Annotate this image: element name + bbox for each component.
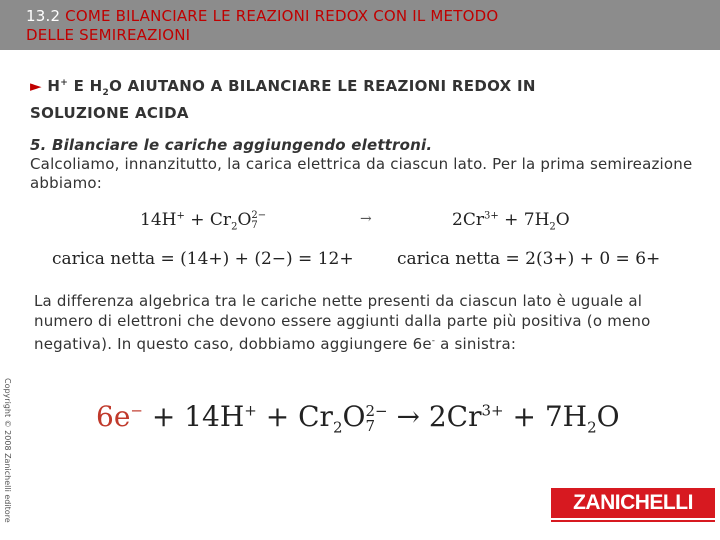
- eq2-h2o-sub: 2: [587, 418, 597, 437]
- eq2-cr3-sup: 3+: [481, 401, 504, 420]
- eq1-left-species: [140, 210, 266, 232]
- eq2-cr: + Cr: [256, 400, 333, 433]
- copyright-text: Copyright © 2008 Zanichelli editore: [3, 378, 12, 523]
- logo-underline: [551, 520, 715, 522]
- balanced-equation: [96, 400, 656, 450]
- eq1-cr3: 2Cr: [452, 210, 484, 230]
- eq1-h2o: + 7H: [498, 210, 550, 230]
- step-block: [30, 136, 700, 193]
- eq2-o-sup: 2−: [365, 401, 388, 420]
- eq2-cr3: 2Cr: [428, 400, 482, 433]
- section-title-line2: DELLE SEMIREAZIONI: [26, 26, 191, 44]
- eq1-h2o-sub: 2: [549, 221, 556, 233]
- slide-subtitle: [30, 73, 690, 123]
- eq1-o-sub: 7: [251, 219, 258, 231]
- subtitle-rest: O AIUTANO A BILANCIARE LE REAZIONI REDOX IN: [109, 77, 536, 95]
- slide-header: [0, 0, 720, 50]
- paragraph-sup: -: [431, 336, 436, 346]
- eq1-left-charge: carica netta = (14+) + (2−) = 12+: [52, 249, 354, 269]
- section-number: 13.2: [26, 7, 61, 25]
- eq1-arrow: →: [360, 211, 372, 227]
- eq1-cr: Cr: [209, 210, 232, 230]
- charge-equation: [48, 205, 688, 275]
- eq1-o: O: [237, 210, 252, 230]
- eq2-electrons-sup: −: [130, 401, 143, 420]
- subtitle-line2: SOLUZIONE ACIDA: [30, 104, 189, 122]
- subtitle-sub2: 2: [102, 88, 110, 98]
- section-title-line1: COME BILANCIARE LE REAZIONI REDOX CON IL METODO: [65, 7, 499, 25]
- eq2-h2o: + 7H: [503, 400, 588, 433]
- eq1-right-charge: carica netta = 2(3+) + 0 = 6+: [397, 249, 661, 269]
- subtitle-h-sup: +: [60, 78, 69, 88]
- eq2-h-sup: +: [244, 401, 257, 420]
- paragraph-text-after: a sinistra:: [435, 335, 517, 353]
- subtitle-e: E H: [68, 77, 103, 95]
- eq1-plus: +: [184, 210, 210, 230]
- eq2-o: O: [342, 400, 366, 433]
- eq2-arrow: →: [387, 400, 429, 433]
- eq1-h-sup: +: [176, 210, 185, 222]
- copyright-notice: [0, 378, 14, 523]
- paragraph-text: La differenza algebrica tra le cariche nette presenti da ciascun lato è uguale al numero di elettroni che devono essere aggiunti dalla parte più positiva (o meno negativa). In questo caso, dobbiamo aggiungere 6e: [34, 292, 651, 353]
- eq1-right-species: [452, 210, 570, 232]
- step-body: Calcoliamo, innanzitutto, la carica elettrica da ciascun lato. Per la prima semireazione abbiamo:: [30, 155, 693, 192]
- eq2-cr-sub: 2: [332, 418, 343, 437]
- eq1-h2o-o: O: [555, 210, 570, 230]
- eq2-h2o-o: O: [596, 400, 620, 433]
- step-title: 5. Bilanciare le cariche aggiungendo elettroni.: [30, 136, 433, 154]
- zanichelli-logo: ZANICHELLI: [551, 488, 715, 518]
- eq1-cr-sub: 2: [231, 221, 238, 233]
- eq2-o-sub: 7: [365, 416, 375, 435]
- eq2-h: + 14H: [142, 400, 245, 433]
- explanation-paragraph: [34, 291, 699, 354]
- subtitle-h: H: [47, 77, 61, 95]
- eq1-cr3-sup: 3+: [483, 210, 499, 222]
- eq1-h: 14H: [140, 210, 177, 230]
- eq2-electrons: 6e: [96, 400, 131, 433]
- eq1-o-sup: 2−: [251, 209, 267, 221]
- slide-title: [26, 7, 498, 45]
- bullet-arrow-icon: ►: [30, 77, 42, 95]
